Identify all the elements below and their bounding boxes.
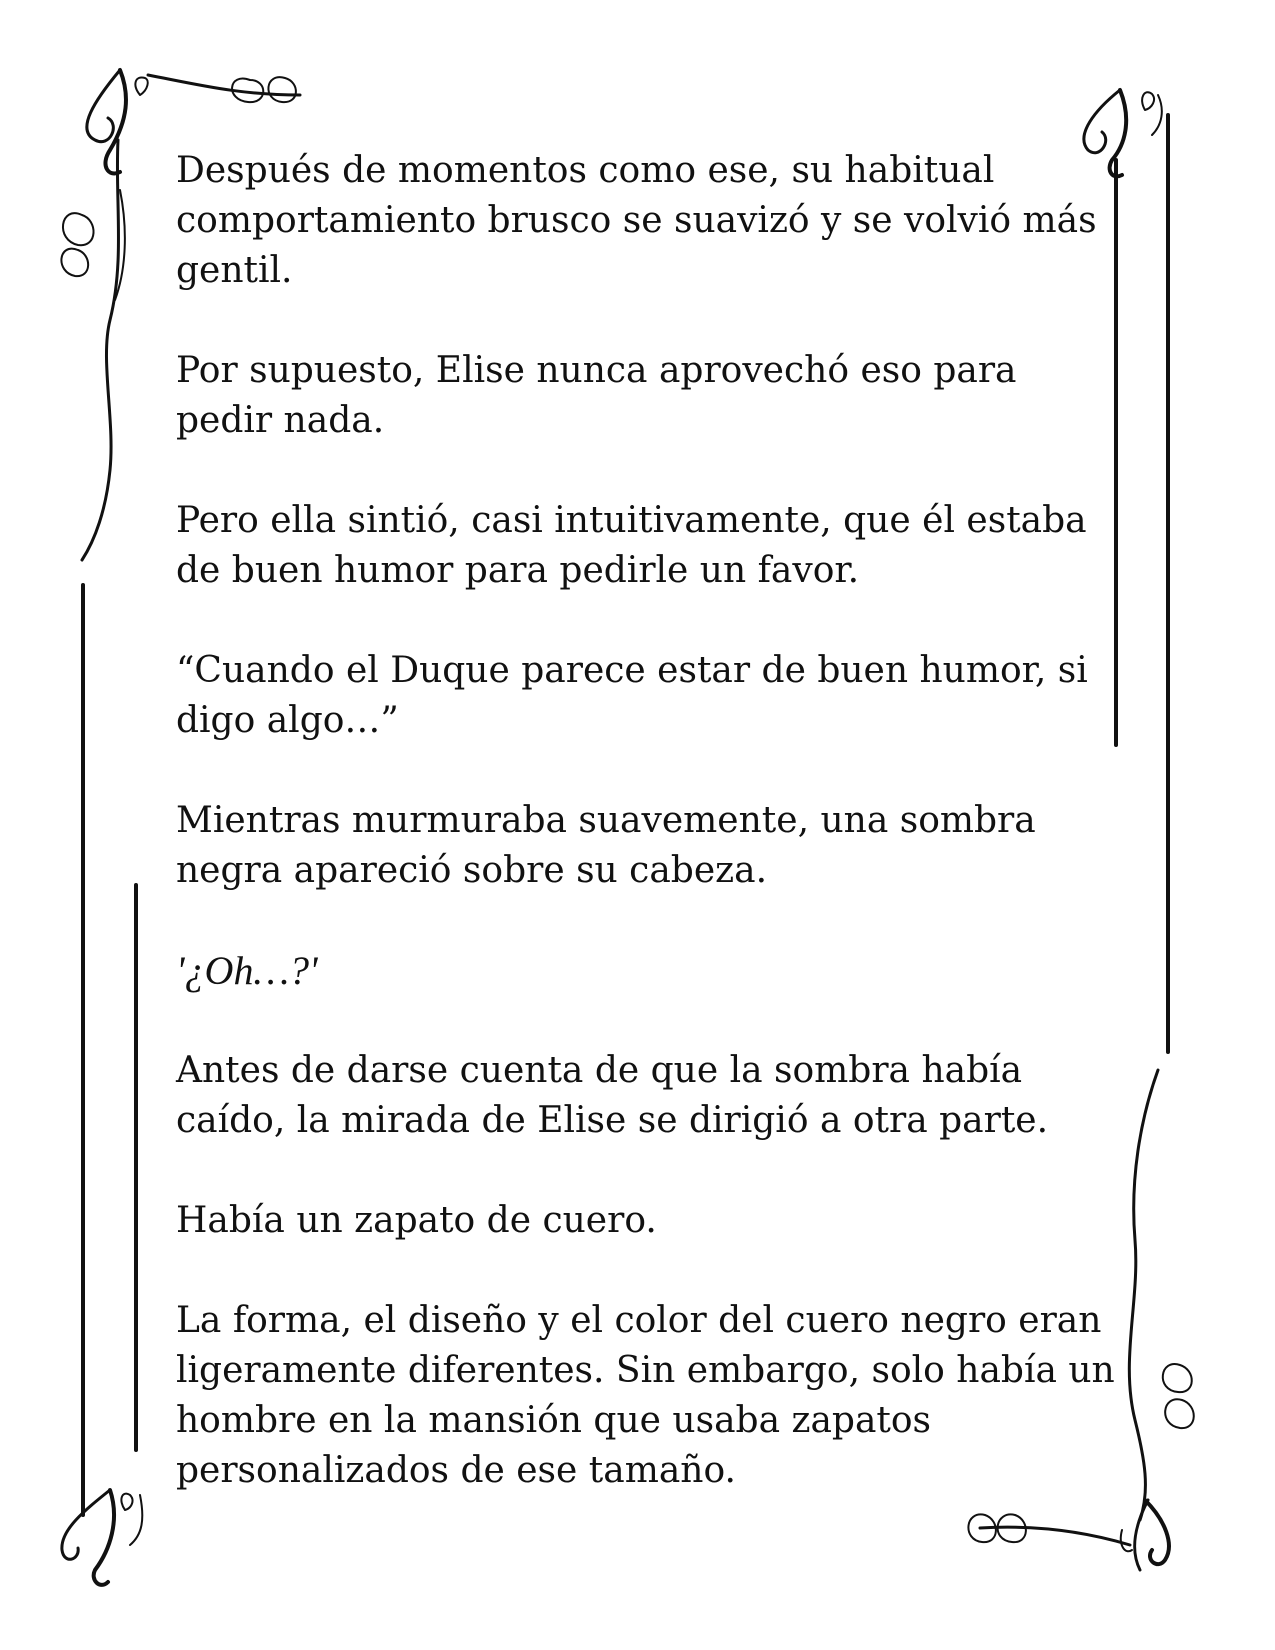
paragraph: Por supuesto, Elise nunca aprovechó eso para pedir nada.: [176, 350, 1017, 441]
flourish-bottom-left: [62, 1490, 142, 1585]
paragraph: Había un zapato de cuero.: [176, 1200, 657, 1241]
paragraph: Antes de darse cuenta de que la sombra había caído, la mirada de Elise se dirigió a otra parte.: [176, 1050, 1049, 1141]
paragraph-thought: '¿Oh…?': [176, 948, 318, 993]
paragraph: Después de momentos como ese, su habitual comportamiento brusco se suavizó y se volvió más gentil.: [176, 150, 1097, 291]
body-text: [176, 146, 1116, 1546]
paragraph: Mientras murmuraba suavemente, una sombra negra apareció sobre su cabeza.: [176, 800, 1036, 891]
paragraph: Pero ella sintió, casi intuitivamente, que él estaba de buen humor para pedirle un favor.: [176, 500, 1087, 591]
paragraph-dialogue: “Cuando el Duque parece estar de buen humor, si digo algo…”: [176, 650, 1088, 741]
paragraph: La forma, el diseño y el color del cuero negro eran ligeramente diferentes. Sin embargo, solo había un hombre en la mansión que usaba zapatos personalizados de ese tamaño.: [176, 1300, 1115, 1491]
